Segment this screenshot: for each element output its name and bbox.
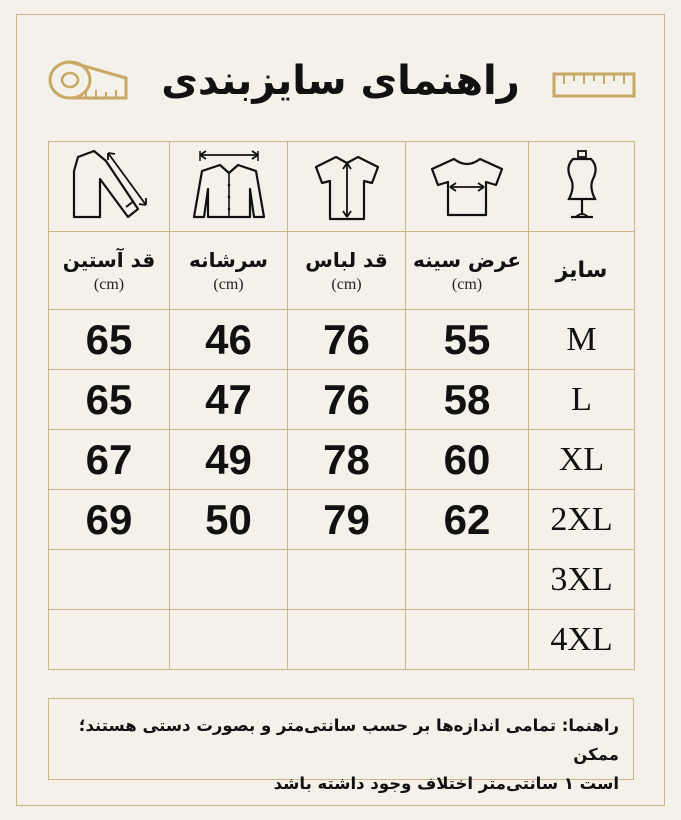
chest-value: 60 [406,430,529,490]
header-chest [406,232,529,310]
size-table [48,141,635,670]
sleeve-icon-cell [49,142,170,232]
length-value: 76 [288,310,406,370]
chest-value [406,550,529,610]
chest-value: 55 [406,310,529,370]
tshirt-chest-icon [422,147,512,223]
size-label: L [529,370,635,430]
shoulder-value: 50 [170,490,288,550]
header-size [529,232,635,310]
size-label: M [529,310,635,370]
header-sleeve-unit: (cm) [93,275,125,293]
table-row [49,490,635,550]
sleeve-value [49,550,170,610]
mannequin-icon [547,147,617,223]
sleeve-value: 65 [49,310,170,370]
table-row [49,430,635,490]
sleeve-value: 69 [49,490,170,550]
header-size-label: سایز [555,258,608,283]
table-row [49,310,635,370]
table-row [49,610,635,670]
length-value: 76 [288,370,406,430]
ruler-icon [552,72,636,98]
header-length-label: قد لباس [305,247,388,272]
table-row [49,370,635,430]
header-shoulder [170,232,288,310]
shirt-length-icon [302,147,392,223]
length-value: 78 [288,430,406,490]
table-row [49,550,635,610]
shoulder-value: 46 [170,310,288,370]
chest-value [406,610,529,670]
header-sleeve [49,232,170,310]
guide-note-line1: راهنما: تمامی اندازه‌ها بر حسب سانتی‌متر و بصورت دستی هستند؛ممکن [78,716,619,764]
shoulder-value: 49 [170,430,288,490]
shoulder-icon-cell [170,142,288,232]
header-length-unit: (cm) [331,275,362,293]
guide-note-line2: است ۱ سانتی‌متر اختلاف وجود داشته باشد [273,774,619,793]
header-chest-unit: (cm) [451,275,483,293]
length-icon-cell [288,142,406,232]
header-shoulder-unit: (cm) [213,275,244,293]
sleeve-value: 67 [49,430,170,490]
length-value: 79 [288,490,406,550]
size-label: XL [529,430,635,490]
shoulder-value: 47 [170,370,288,430]
sleeve-value [49,610,170,670]
length-value [288,550,406,610]
shoulder-value [170,550,288,610]
guide-note [48,698,634,793]
chest-value: 58 [406,370,529,430]
size-label: 4XL [529,610,635,670]
header-row [49,232,635,310]
icon-row [49,142,635,232]
length-value [288,610,406,670]
chest-value: 62 [406,490,529,550]
size-label: 2XL [529,490,635,550]
shoulder-value [170,610,288,670]
header-sleeve-label: قد آستین [62,247,156,272]
shoulder-width-icon [184,147,274,223]
header-chest-label: عرض سینه [412,247,522,272]
size-label: 3XL [529,550,635,610]
header-length [288,232,406,310]
chest-icon-cell [406,142,529,232]
mannequin-icon-cell [529,142,635,232]
sleeve-value: 65 [49,370,170,430]
header-shoulder-label: سرشانه [189,247,268,272]
page-title: راهنمای سایزبندی [161,58,520,104]
sleeve-length-icon [64,147,154,223]
